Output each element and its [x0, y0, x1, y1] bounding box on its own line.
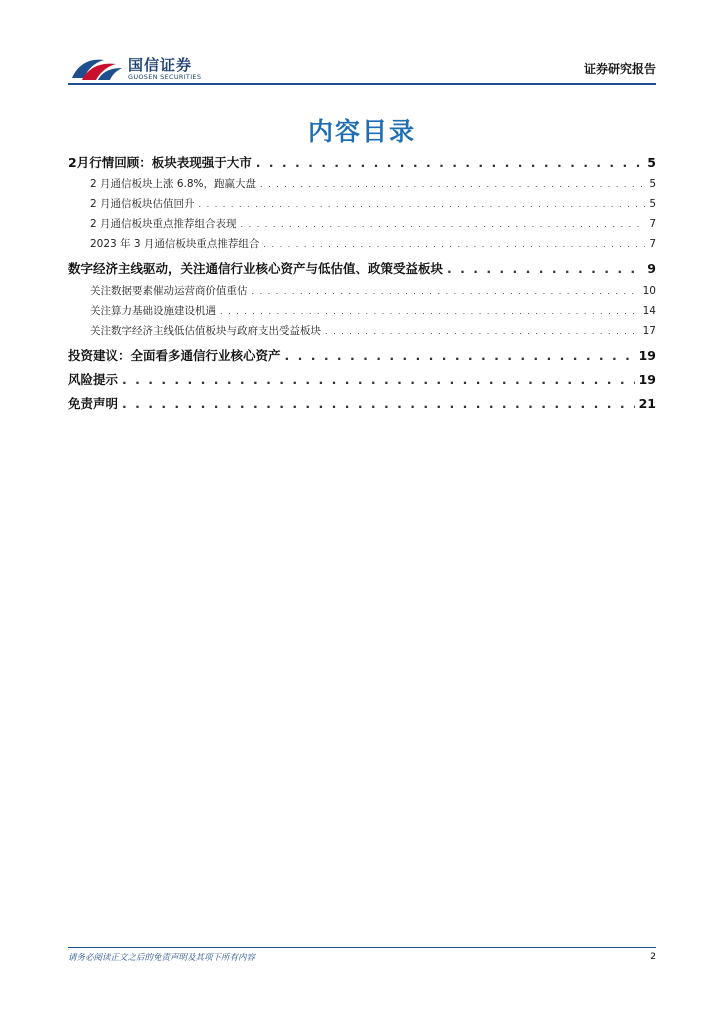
toc-leader-dots: [252, 287, 639, 296]
toc-entry[interactable]: [68, 153, 656, 171]
disclaimer-note: 请务必阅读正文之后的免责声明及其项下所有内容: [68, 953, 256, 963]
toc-entry-title: 风险提示: [68, 372, 119, 387]
toc-entry[interactable]: [68, 394, 656, 412]
toc-entry[interactable]: [68, 346, 656, 364]
guosen-logo: [68, 52, 208, 86]
report-type-label: 证券研究报告: [583, 62, 656, 76]
toc-entry-title: 2 月通信板块重点推荐组合表现: [90, 218, 237, 230]
toc-entry[interactable]: [68, 216, 656, 231]
toc-entry-page: 5: [649, 198, 656, 210]
page-header: [68, 48, 656, 86]
toc-entry-page: 10: [642, 285, 656, 297]
footer-divider: [68, 947, 656, 948]
toc-entry-page: 19: [638, 348, 656, 363]
toc-leader-dots: [447, 261, 643, 276]
toc-entry-title: 2 月通信板块估值回升: [90, 198, 195, 210]
toc-entry-page: 17: [642, 325, 656, 337]
toc-title: 内容目录: [307, 117, 416, 146]
toc-entry-page: 19: [638, 372, 656, 387]
guosen-logo-icon: [68, 52, 124, 84]
toc-entry[interactable]: [68, 323, 656, 338]
page-number: 2: [650, 952, 656, 962]
logo-text-en: GUOSEN SECURITIES: [128, 73, 202, 81]
toc-leader-dots: [122, 372, 635, 387]
header-divider: [68, 83, 656, 85]
toc-leader-dots: [263, 240, 645, 249]
toc-leader-dots: [122, 396, 635, 411]
toc-entry-page: 7: [649, 238, 656, 250]
toc-entry-page: 9: [647, 261, 656, 276]
toc-entry[interactable]: [68, 196, 656, 211]
toc-entry[interactable]: [68, 370, 656, 388]
logo-text-cn: 国信证券: [128, 56, 193, 74]
toc-entry[interactable]: [68, 283, 656, 298]
toc-entry[interactable]: [68, 259, 656, 277]
toc-leader-dots: [325, 327, 639, 336]
toc-leader-dots: [199, 200, 646, 209]
toc-entry-title: 关注数字经济主线低估值板块与政府支出受益板块: [90, 325, 321, 337]
toc-entry-page: 5: [649, 178, 656, 190]
toc-leader-dots: [241, 220, 646, 229]
toc-entry-title: 关注数据要素催动运营商价值重估: [90, 285, 248, 297]
toc-entry-page: 5: [647, 155, 656, 170]
toc-entry-title: 免责声明: [68, 396, 119, 411]
toc-leader-dots: [285, 348, 635, 363]
toc-leader-dots: [256, 155, 644, 170]
toc-entry-title: 2月行情回顾：板块表现强于大市: [68, 155, 252, 170]
toc-entry[interactable]: [68, 176, 656, 191]
toc-entry-title: 2023 年 3 月通信板块重点推荐组合: [90, 238, 260, 250]
toc-leader-dots: [260, 180, 645, 189]
toc-entry-title: 2 月通信板块上涨 6.8%，跑赢大盘: [90, 178, 257, 190]
toc-entry[interactable]: [68, 303, 656, 318]
toc-entry-page: 14: [642, 305, 656, 317]
toc-leader-dots: [220, 307, 639, 316]
toc-entry[interactable]: [68, 236, 656, 251]
toc-entry-title: 数字经济主线驱动，关注通信行业核心资产与低估值、政策受益板块: [68, 261, 444, 276]
toc-entry-title: 投资建议：全面看多通信行业核心资产: [68, 348, 281, 363]
toc-entry-page: 7: [649, 218, 656, 230]
toc-entry-title: 关注算力基础设施建设机遇: [90, 305, 216, 317]
toc-entry-page: 21: [638, 396, 656, 411]
